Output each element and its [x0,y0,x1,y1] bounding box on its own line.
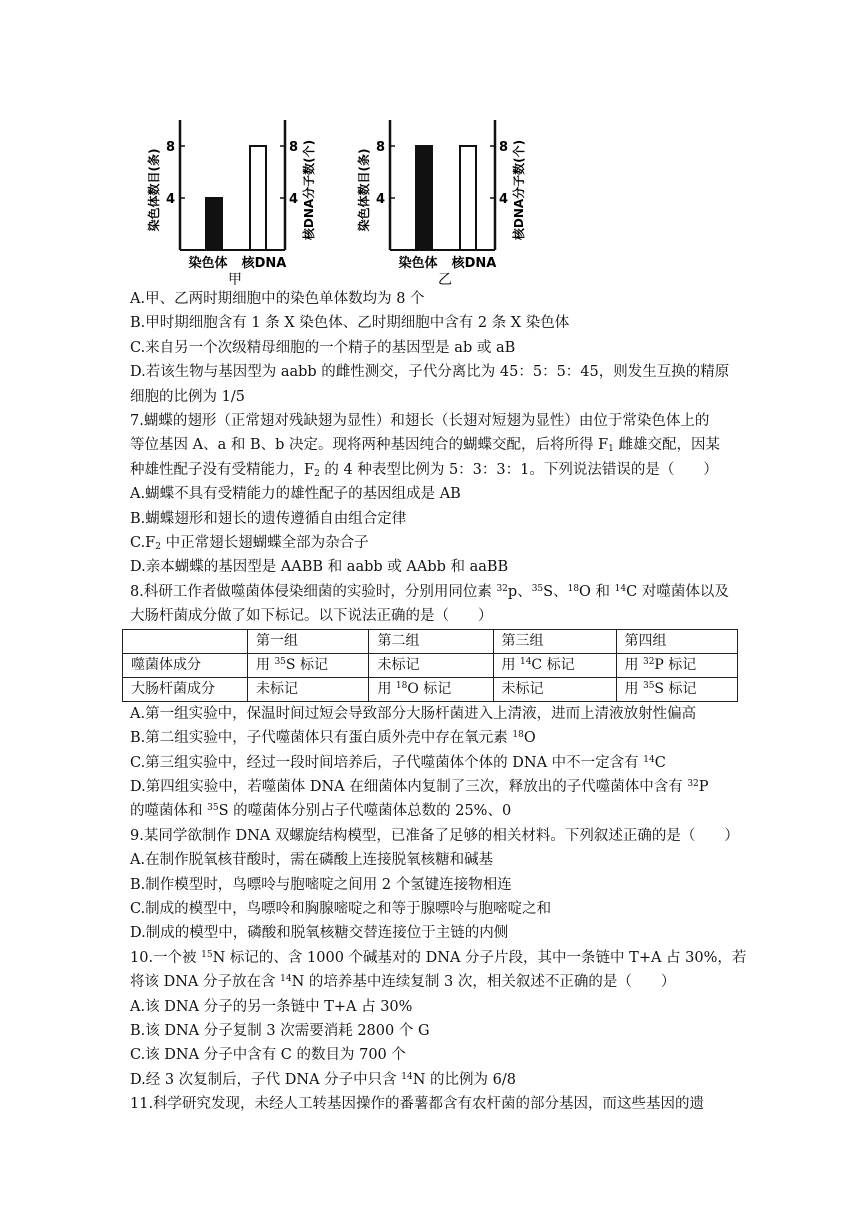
tick-label: 8 [165,140,175,155]
table-row [123,653,738,677]
subscript: 1 [608,444,614,455]
superscript: 32 [687,778,699,789]
superscript: 15 [201,949,213,960]
text: S 的噬菌体分别占子代噬菌体总数的 25%、0 [218,803,512,820]
q8-stem-line2: 大肠杆菌成分做了如下标记。以下说法正确的是（ ） [130,608,493,625]
text: C 对噬菌体以及 [626,583,729,600]
q7-option-a: A.蝴蝶不具有受精能力的雄性配子的基因组成是 AB [130,486,461,503]
table-row-label: 噬菌体成分 [123,653,248,677]
text: C.F [130,535,156,552]
text: O 标记 [407,680,452,697]
table-row [123,677,738,701]
table-header-cell: 第一组 [248,629,369,653]
text: P 标记 [654,656,697,673]
text: 8.科研工作者做噬菌体侵染细菌的实验时，分别用同位素 [130,583,497,600]
superscript: 14 [401,1071,413,1082]
q10-option-b: B.该 DNA 分子复制 3 次需要消耗 2800 个 G [130,1022,430,1039]
text: 用 [624,656,643,673]
q8-option-d-cont [130,799,738,823]
text: p、 [507,583,532,600]
text: 种雄性配子没有受精能力，F [130,461,315,478]
text: 中正常翅长翅蝴蝶全部为杂合子 [160,535,369,552]
bar-charts [140,115,560,285]
y-axis-label-left: 染色体数目(条) [147,148,161,232]
superscript: 35 [642,680,655,691]
table-cell [616,653,737,677]
category-label: 染色体 [398,256,438,271]
table-cell: 未标记 [493,677,616,701]
text: 10.一个被 [130,949,202,966]
chart-yi [350,115,550,285]
superscript: 18 [567,583,580,594]
table-cell [616,677,737,701]
q9-stem: 9.某同学欲制作 DNA 双螺旋结构模型，已准备了足够的相关材料。下列叙述正确的是（ ） [130,827,739,844]
q8-option-b [130,726,738,750]
q9-option-a: A.在制作脱氧核苷酸时，需在磷酸上连接脱氧核糖和碱基 [130,852,494,869]
q8-stem-line1 [130,580,738,604]
superscript: 32 [496,583,508,594]
table-cell: 未标记 [248,677,369,701]
text: 用 [377,680,396,697]
table-cell: 未标记 [369,653,493,677]
text: D.经 3 次复制后，子代 DNA 分子中只含 [130,1071,402,1088]
chart-name: 乙 [438,272,452,285]
text: B.第二组实验中，子代噬菌体只有蛋白质外壳中存在氧元素 [130,730,513,747]
category-label: 核DNA [241,256,287,271]
text: O [523,730,536,747]
text: P [698,778,709,795]
subscript: 2 [155,542,161,553]
q11-stem-line1: 11.科学研究发现，未经人工转基因操作的番薯都含有农杆菌的部分基因，而这些基因的遗 [130,1096,705,1113]
superscript: 14 [519,656,532,667]
text: 用 [501,656,520,673]
q7-option-d: D.亲本蝴蝶的基因型是 AABB 和 aabb 或 AAbb 和 aaBB [130,559,509,576]
text: S 标记 [285,656,328,673]
table-header-cell: 第四组 [616,629,737,653]
bar [460,146,476,250]
tick-label: 8 [499,140,509,155]
q10-stem-line2 [130,970,738,994]
text: O 和 [579,583,615,600]
bar [206,198,222,250]
subscript: 2 [314,468,320,479]
superscript: 14 [643,754,655,765]
text: 将该 DNA 分子放在含 [130,974,281,991]
table-header-cell: 第三组 [493,629,616,653]
q7-stem-line2 [130,433,738,457]
superscript: 32 [642,656,655,667]
category-label: 染色体 [188,256,228,271]
tick-label: 8 [375,140,385,155]
category-label: 核DNA [451,256,497,271]
text: 的 4 种表型比例为 5：3：3：1。下列说法错误的是（ ） [319,461,718,478]
q9-option-b: B.制作模型时，鸟嘌呤与胞嘧啶之间用 2 个氢键连接物相连 [130,876,512,893]
text: N 的比例为 6/8 [412,1071,516,1088]
q7-stem-line1: 7.蝴蝶的翅形（正常翅对残缺翅为显性）和翅长（长翅对短翅为显性）由位于常染色体上的 [130,413,710,430]
text: 用 [256,656,275,673]
text: 雌雄交配，因某 [613,437,721,454]
tick-label: 4 [499,192,509,207]
q7-stem-line3 [130,458,738,482]
tick-label: 4 [375,192,385,207]
chart-name: 甲 [228,272,242,285]
q10-option-d [130,1068,738,1092]
table-row-label: 大肠杆菌成分 [123,677,248,701]
tick-label: 4 [289,192,299,207]
table-header-cell [123,629,248,653]
text: 的噬菌体和 [130,803,208,820]
text: 用 [624,680,643,697]
q8-option-d [130,775,738,799]
q9-option-c: C.制成的模型中，鸟嘌呤和胸腺嘧啶之和等于腺嘌呤与胞嘧啶之和 [130,900,552,917]
q8-option-a: A.第一组实验中，保温时间过短会导致部分大肠杆菌进入上清液，进而上清液放射性偏高 [130,705,697,722]
text: N 的培养基中连续复制 3 次，相关叙述不正确的是（ ） [291,974,676,991]
superscript: 35 [274,656,286,667]
superscript: 35 [207,803,219,814]
superscript: 14 [280,974,292,985]
q8-option-c [130,751,738,775]
q10-option-a: A.该 DNA 分子的另一条链中 T+A 占 30% [130,998,413,1015]
table-cell [248,653,369,677]
text: C [654,754,666,771]
q6-option-c: C.来自另一个次级精母细胞的一个精子的基因型是 ab 或 aB [130,339,516,356]
y-axis-label-right: 核DNA分子数(个) [302,139,316,241]
text: N 标记的、含 1000 个碱基对的 DNA 分子片段，其中一条链中 T+A 占 30%，若 [212,949,747,966]
bar [416,146,432,250]
table-cell [493,653,616,677]
y-axis-label-left: 染色体数目(条) [357,148,371,232]
table-header-cell: 第二组 [369,629,493,653]
table-header-row [123,629,738,653]
text: S 标记 [654,680,697,697]
text: D.第四组实验中，若噬菌体 DNA 在细菌体内复制了三次，释放出的子代噬菌体中含有 [130,778,688,795]
text: S、 [543,583,568,600]
q10-stem-line1 [130,946,747,970]
superscript: 18 [512,730,524,741]
q7-option-c [130,531,738,555]
q7-option-b: B.蝴蝶翅形和翅长的遗传遵循自由组合定律 [130,510,407,527]
y-axis-label-right: 核DNA分子数(个) [512,139,526,241]
q6-option-d: D.若该生物与基因型为 aabb 的雌性测交，子代分离比为 45：5：5：45，则发生互换的精原 [130,364,730,381]
tick-label: 4 [165,192,175,207]
superscript: 35 [531,583,544,594]
tick-label: 8 [289,140,299,155]
superscript: 14 [614,583,627,594]
table-cell [369,677,493,701]
text: 等位基因 A、a 和 B、b 决定。现将两种基因纯合的蝴蝶交配，后将所得 F [130,437,609,454]
text: C.第三组实验中，经过一段时间培养后，子代噬菌体个体的 DNA 中不一定含有 [130,754,644,771]
q9-option-d: D.制成的模型中，磷酸和脱氧核糖交替连接位于主链的内侧 [130,925,509,942]
chart-jia [140,115,340,285]
q6-option-a: A.甲、乙两时期细胞中的染色单体数均为 8 个 [130,291,425,307]
bar [250,146,266,250]
q10-option-c: C.该 DNA 分子中含有 C 的数目为 700 个 [130,1047,406,1064]
labeling-table [122,629,738,702]
superscript: 18 [395,680,408,691]
q6-option-d-cont: 细胞的比例为 1/5 [130,388,245,405]
text: C 标记 [531,656,575,673]
q6-option-b: B.甲时期细胞含有 1 条 X 染色体、乙时期细胞中含有 2 条 X 染色体 [130,315,570,332]
question-content [130,287,747,1117]
